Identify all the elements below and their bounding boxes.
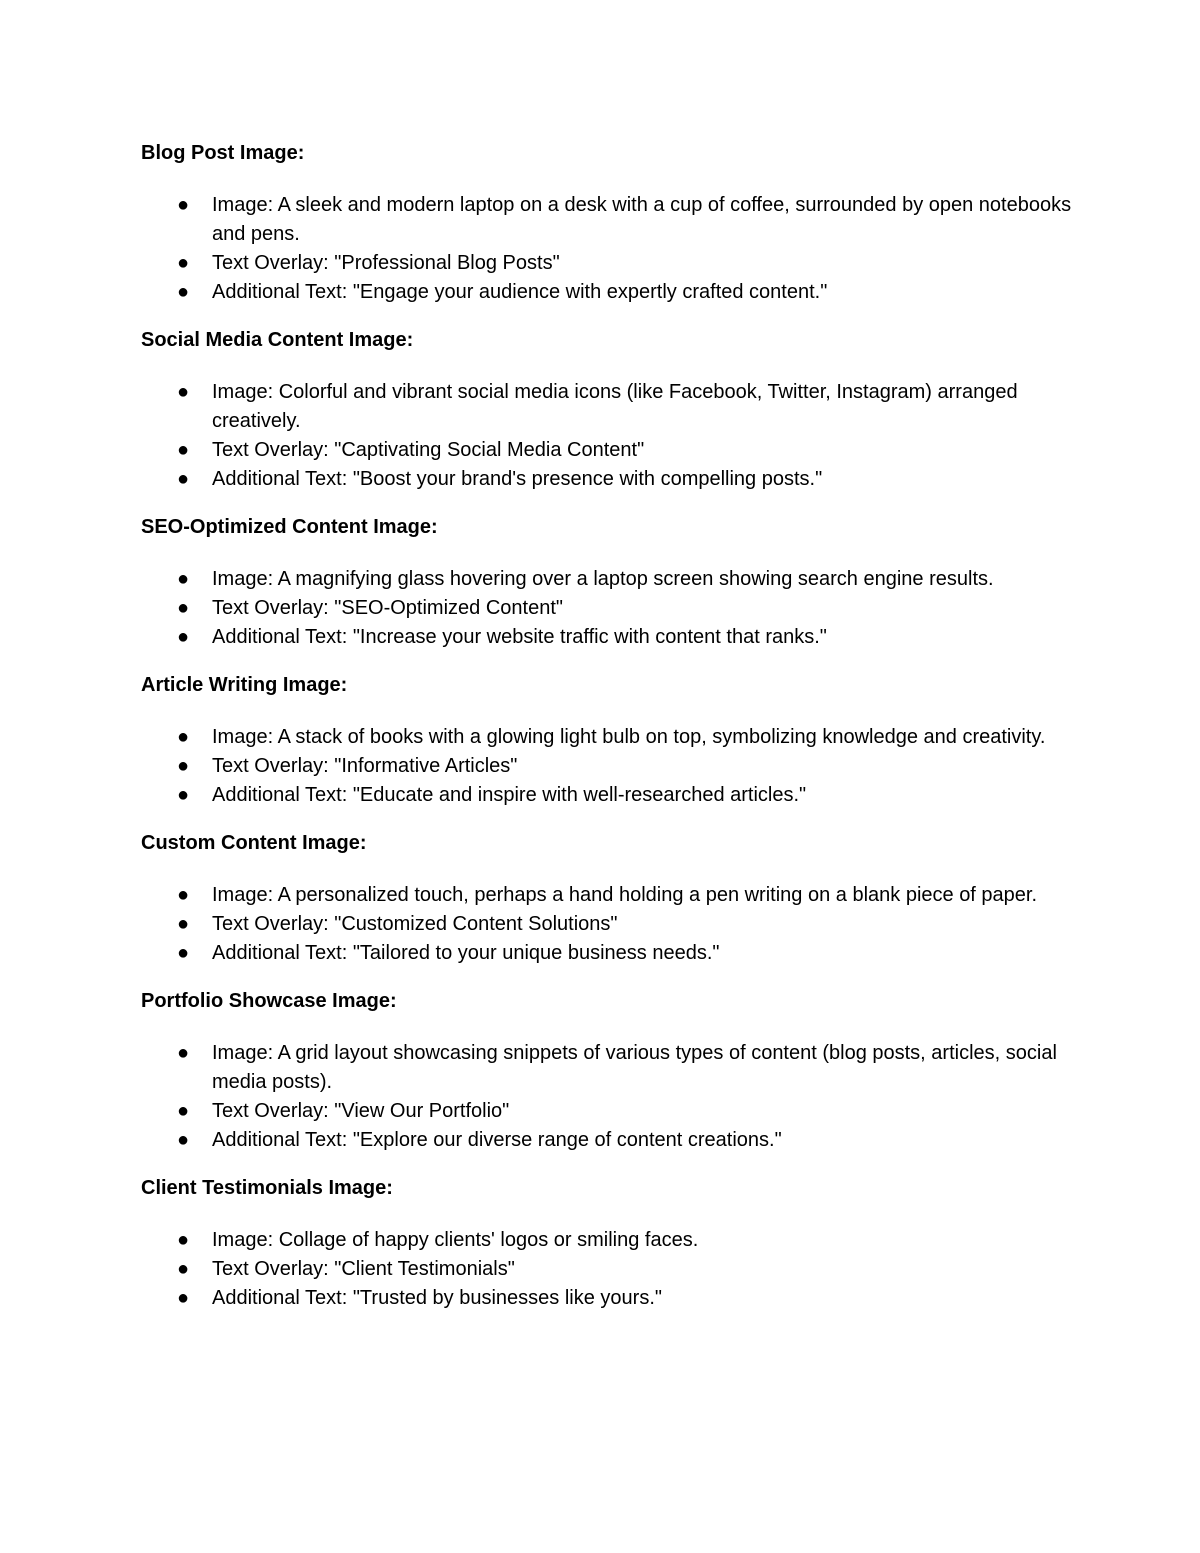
list-item-text: Image: A personalized touch, perhaps a hand holding a pen writing on a blank piece of paper. (212, 884, 1038, 906)
bullet-icon: ● (177, 1229, 190, 1251)
bullet-list (141, 378, 1081, 494)
list-item (141, 1226, 1081, 1255)
section-heading: Blog Post Image: (141, 142, 305, 164)
list-item (141, 1284, 1081, 1313)
bullet-icon: ● (177, 1129, 190, 1151)
list-item-text: Text Overlay: "View Our Portfolio" (212, 1100, 510, 1122)
list-item (141, 191, 1081, 249)
bullet-icon: ● (177, 1100, 190, 1122)
list-item (141, 1126, 1081, 1155)
list-item-text: Additional Text: "Tailored to your unique business needs." (212, 942, 720, 964)
bullet-icon: ● (177, 468, 190, 490)
list-item-text: Image: Collage of happy clients' logos or smiling faces. (212, 1229, 699, 1251)
list-item-text: Image: Colorful and vibrant social media icons (like Facebook, Twitter, Instagram) arranged creatively. (212, 381, 1018, 432)
bullet-list (141, 881, 1081, 968)
list-item (141, 594, 1081, 623)
bullet-icon: ● (177, 252, 190, 274)
bullet-icon: ● (177, 194, 190, 216)
bullet-icon: ● (177, 755, 190, 777)
list-item-text: Text Overlay: "Captivating Social Media Content" (212, 439, 645, 461)
list-item (141, 881, 1081, 910)
section-heading: Social Media Content Image: (141, 329, 414, 351)
bullet-icon: ● (177, 568, 190, 590)
list-item-text: Additional Text: "Increase your website traffic with content that ranks." (212, 626, 827, 648)
bullet-icon: ● (177, 1042, 190, 1064)
list-item (141, 1039, 1081, 1097)
bullet-list (141, 1039, 1081, 1155)
list-item (141, 623, 1081, 652)
section-blog-post (141, 139, 1081, 307)
list-item-text: Image: A stack of books with a glowing light bulb on top, symbolizing knowledge and creativity. (212, 726, 1046, 748)
bullet-list (141, 191, 1081, 307)
section-article-writing (141, 671, 1081, 810)
bullet-icon: ● (177, 1287, 190, 1309)
bullet-icon: ● (177, 1258, 190, 1280)
list-item (141, 939, 1081, 968)
list-item (141, 465, 1081, 494)
section-heading: Portfolio Showcase Image: (141, 990, 397, 1012)
list-item (141, 378, 1081, 436)
bullet-icon: ● (177, 281, 190, 303)
bullet-list (141, 1226, 1081, 1313)
list-item-text: Image: A grid layout showcasing snippets of various types of content (blog posts, articles, social media posts). (212, 1042, 1057, 1093)
bullet-icon: ● (177, 942, 190, 964)
list-item-text: Text Overlay: "SEO-Optimized Content" (212, 597, 563, 619)
list-item (141, 565, 1081, 594)
list-item (141, 278, 1081, 307)
list-item (141, 723, 1081, 752)
bullet-icon: ● (177, 726, 190, 748)
section-heading: Client Testimonials Image: (141, 1177, 393, 1199)
list-item-text: Additional Text: "Boost your brand's presence with compelling posts." (212, 468, 823, 490)
bullet-icon: ● (177, 381, 190, 403)
list-item-text: Text Overlay: "Client Testimonials" (212, 1258, 515, 1280)
list-item (141, 910, 1081, 939)
section-heading: Custom Content Image: (141, 832, 367, 854)
section-heading: SEO-Optimized Content Image: (141, 516, 438, 538)
section-seo (141, 513, 1081, 652)
bullet-icon: ● (177, 784, 190, 806)
section-social-media (141, 326, 1081, 494)
list-item-text: Additional Text: "Educate and inspire with well-researched articles." (212, 784, 807, 806)
list-item (141, 1097, 1081, 1126)
section-client-testimonials (141, 1174, 1081, 1313)
list-item-text: Text Overlay: "Informative Articles" (212, 755, 518, 777)
section-portfolio-showcase (141, 987, 1081, 1155)
list-item-text: Text Overlay: "Professional Blog Posts" (212, 252, 560, 274)
list-item-text: Text Overlay: "Customized Content Solutions" (212, 913, 618, 935)
bullet-list (141, 565, 1081, 652)
list-item-text: Additional Text: "Engage your audience with expertly crafted content." (212, 281, 828, 303)
list-item (141, 752, 1081, 781)
section-heading: Article Writing Image: (141, 674, 348, 696)
bullet-icon: ● (177, 884, 190, 906)
list-item (141, 781, 1081, 810)
bullet-list (141, 723, 1081, 810)
bullet-icon: ● (177, 913, 190, 935)
bullet-icon: ● (177, 439, 190, 461)
list-item (141, 249, 1081, 278)
list-item-text: Image: A magnifying glass hovering over a laptop screen showing search engine results. (212, 568, 994, 590)
document-content (141, 139, 1081, 1332)
list-item-text: Additional Text: "Trusted by businesses like yours." (212, 1287, 662, 1309)
list-item (141, 1255, 1081, 1284)
section-custom-content (141, 829, 1081, 968)
bullet-icon: ● (177, 597, 190, 619)
list-item-text: Image: A sleek and modern laptop on a desk with a cup of coffee, surrounded by open notebooks and pens. (212, 194, 1072, 245)
bullet-icon: ● (177, 626, 190, 648)
list-item-text: Additional Text: "Explore our diverse range of content creations." (212, 1129, 782, 1151)
list-item (141, 436, 1081, 465)
